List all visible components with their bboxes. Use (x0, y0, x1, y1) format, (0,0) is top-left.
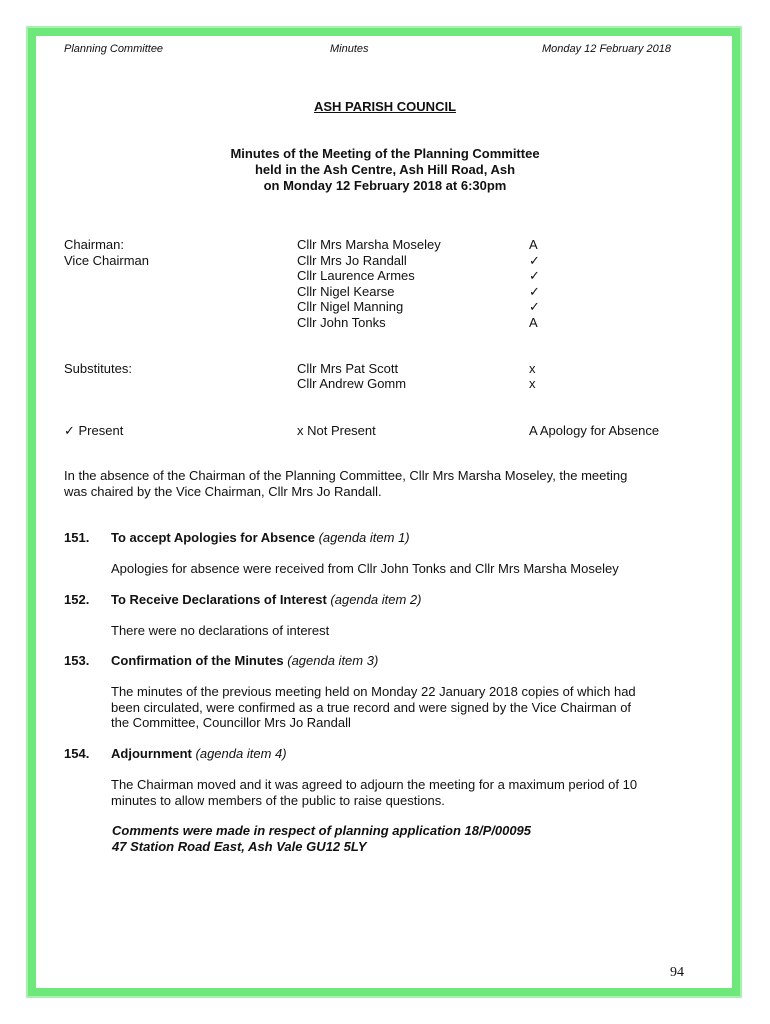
legend-present: ✓ Present (64, 423, 124, 438)
item-text: the Committee, Councillor Mrs Jo Randall (111, 715, 351, 730)
meeting-subtitle-line-3: on Monday 12 February 2018 at 6:30pm (263, 178, 507, 193)
member-name: Cllr Mrs Marsha Moseley (297, 237, 441, 252)
legend-apology: A Apology for Absence (529, 423, 660, 438)
substitute-name: Cllr Andrew Gomm (297, 376, 407, 391)
substitute-status: x (529, 361, 536, 376)
item-text: minutes to allow members of the public to raise questions. (111, 793, 445, 808)
item-number: 153. (64, 653, 90, 668)
member-status: A (529, 315, 538, 330)
comment-line: 47 Station Road East, Ash Vale GU12 5LY (112, 839, 367, 854)
item-heading: To Receive Declarations of Interest (111, 592, 327, 607)
member-status: ✓ (529, 299, 540, 314)
item-text: been circulated, were confirmed as a true record and were signed by the Vice Chairman of (111, 700, 632, 715)
substitute-status: x (529, 376, 536, 391)
legend-not-present: x Not Present (297, 423, 376, 438)
item-heading-152 (111, 592, 421, 607)
meeting-subtitle-line-1: Minutes of the Meeting of the Planning Committee (230, 146, 540, 161)
member-name: Cllr Mrs Jo Randall (297, 253, 407, 268)
header-date: Monday 12 February 2018 (541, 43, 671, 55)
comment-line: Comments were made in respect of planning application 18/P/00095 (112, 823, 532, 838)
substitute-name: Cllr Mrs Pat Scott (297, 361, 399, 376)
item-heading: Confirmation of the Minutes (111, 653, 284, 668)
page-number: 94 (670, 965, 684, 980)
item-heading-151 (111, 530, 410, 545)
intro-line: was chaired by the Vice Chairman, Cllr Mrs Jo Randall. (64, 484, 382, 499)
agenda-ref: (agenda item 2) (330, 592, 422, 607)
role-chairman: Chairman: (64, 237, 124, 252)
member-status: ✓ (529, 284, 540, 299)
item-number: 152. (64, 592, 90, 607)
item-heading: To accept Apologies for Absence (111, 530, 315, 545)
council-title: ASH PARISH COUNCIL (313, 99, 457, 114)
meeting-subtitle-line-2: held in the Ash Centre, Ash Hill Road, Ash (254, 162, 516, 177)
member-status: ✓ (529, 253, 540, 268)
agenda-ref: (agenda item 4) (195, 746, 287, 761)
member-status: A (529, 237, 538, 252)
member-name: Cllr Nigel Kearse (297, 284, 395, 299)
member-status: ✓ (529, 268, 540, 283)
header-committee: Planning Committee (64, 43, 164, 55)
item-text: Apologies for absence were received from Cllr John Tonks and Cllr Mrs Marsha Moseley (111, 561, 619, 576)
role-substitutes: Substitutes: (64, 361, 132, 376)
agenda-ref: (agenda item 1) (318, 530, 410, 545)
item-number: 154. (64, 746, 90, 761)
item-heading-153 (111, 653, 378, 668)
item-text: The minutes of the previous meeting held on Monday 22 January 2018 copies of which had (111, 684, 636, 699)
item-number: 151. (64, 530, 90, 545)
member-name: Cllr Nigel Manning (297, 299, 404, 314)
item-text: There were no declarations of interest (111, 623, 330, 638)
item-heading-154 (111, 746, 287, 761)
agenda-ref: (agenda item 3) (287, 653, 379, 668)
role-vice-chairman: Vice Chairman (64, 253, 150, 268)
item-text: The Chairman moved and it was agreed to adjourn the meeting for a maximum period of 10 (111, 777, 638, 792)
header-minutes: Minutes (330, 43, 369, 55)
member-name: Cllr John Tonks (297, 315, 386, 330)
member-name: Cllr Laurence Armes (297, 268, 415, 283)
item-heading: Adjournment (111, 746, 192, 761)
intro-line: In the absence of the Chairman of the Planning Committee, Cllr Mrs Marsha Moseley, the meeting (64, 468, 628, 483)
